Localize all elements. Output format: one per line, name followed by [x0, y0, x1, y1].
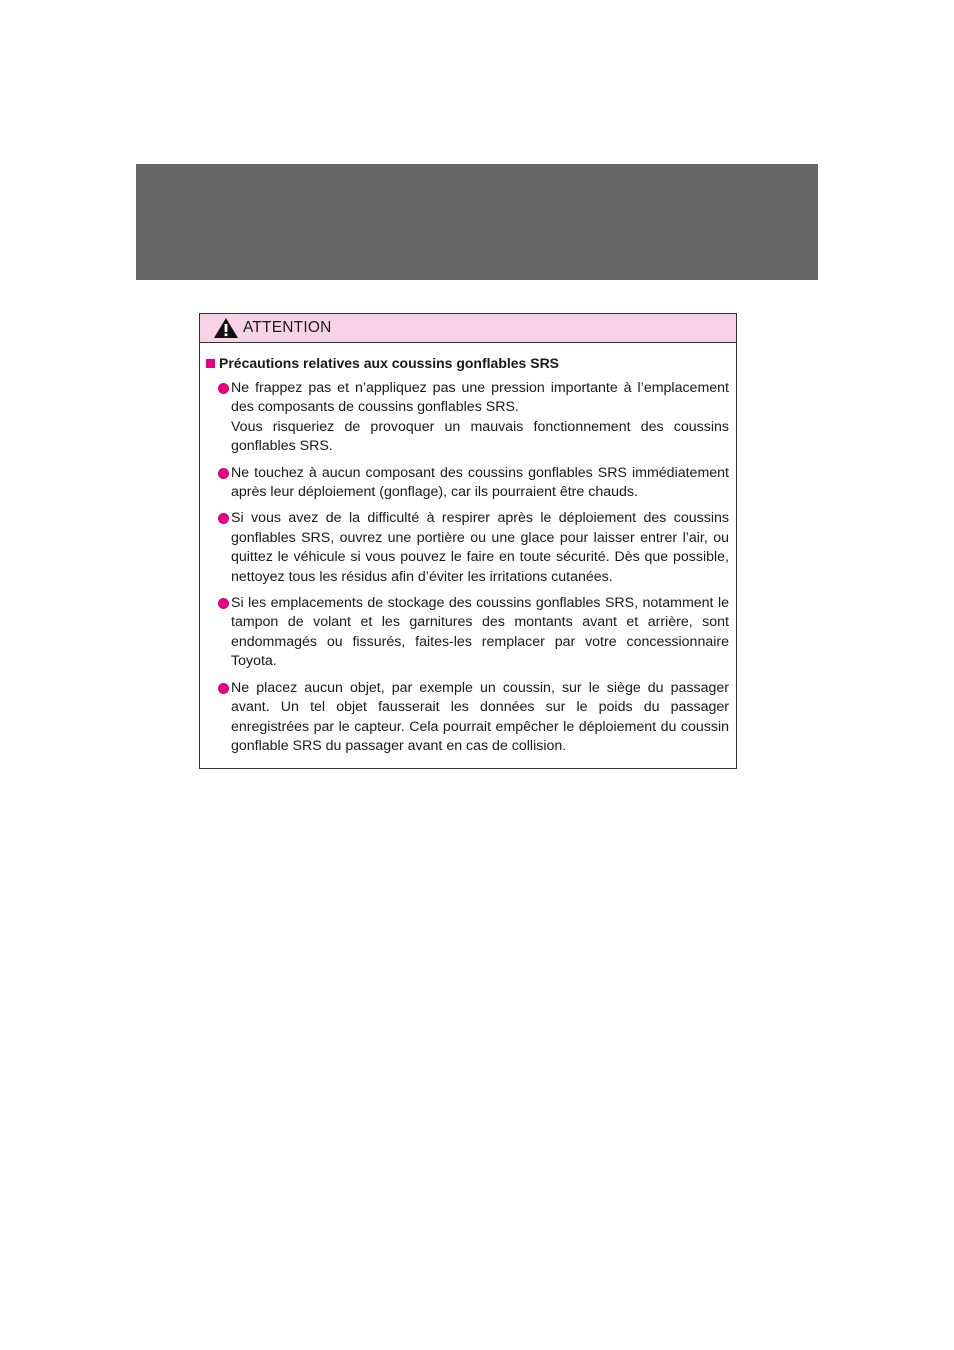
list-item-text: [231, 679, 730, 757]
chapter-header-band: [136, 164, 818, 280]
list-item-text: [231, 594, 730, 672]
list-item: [218, 379, 730, 457]
paragraph: Ne placez aucun objet, par exemple un coussin, sur le siège du passager avant. Un tel objet fausserait les données sur le poids du passager enregistrées par le capteur. Cela pourrait empêcher le déploiement du coussin gonflable SRS du passager avant en cas de collision.: [231, 679, 729, 754]
list-item-text: [231, 509, 730, 587]
paragraph: Ne touchez à aucun composant des coussins gonflables SRS immédiatement après leur déploiement (gonflage), car ils pourraient être chauds.: [231, 464, 729, 501]
paragraph: Si vous avez de la difficulté à respirer après le déploiement des coussins gonflables SRS, ouvrez une portière ou une glace pour laisser entrer l’air, ou quittez le véhicule si vous pouvez le faire en toute sécurité. Dès que possible, nettoyez tous les résidus afin d’éviter les irritations cutanées.: [231, 510, 729, 585]
caution-body: [200, 343, 736, 756]
paragraph: Ne frappez pas et n’appliquez pas une pression importante à l’emplacement des composants de coussins gonflables SRS.: [231, 380, 729, 416]
section-heading: [206, 354, 730, 373]
list-item: [218, 594, 730, 672]
warning-triangle-icon: [213, 317, 239, 339]
caution-box: [199, 313, 737, 769]
caution-header: [200, 314, 736, 343]
square-bullet-icon: [206, 359, 215, 368]
list-item: [218, 679, 730, 757]
paragraph: Vous risqueriez de provoquer un mauvais fonctionnement des coussins gonflables SRS.: [231, 418, 729, 455]
dot-bullet-icon: [218, 598, 229, 609]
section-heading-text: Précautions relatives aux coussins gonflables SRS: [219, 355, 560, 371]
dot-bullet-icon: [218, 468, 229, 479]
dot-bullet-icon: [218, 513, 229, 524]
dot-bullet-icon: [218, 383, 229, 394]
caution-title: ATTENTION: [243, 319, 332, 336]
dot-bullet-icon: [218, 683, 229, 694]
list-item: [218, 509, 730, 587]
list-item-text: [231, 379, 730, 457]
list-item-text: [231, 464, 730, 503]
list-item: [218, 464, 730, 503]
paragraph: Si les emplacements de stockage des coussins gonflables SRS, notamment le tampon de volant et les garnitures des montants avant et arrière, sont endommagés ou fissurés, faites-les remplacer par votre concessionnaire Toyota.: [231, 595, 729, 670]
